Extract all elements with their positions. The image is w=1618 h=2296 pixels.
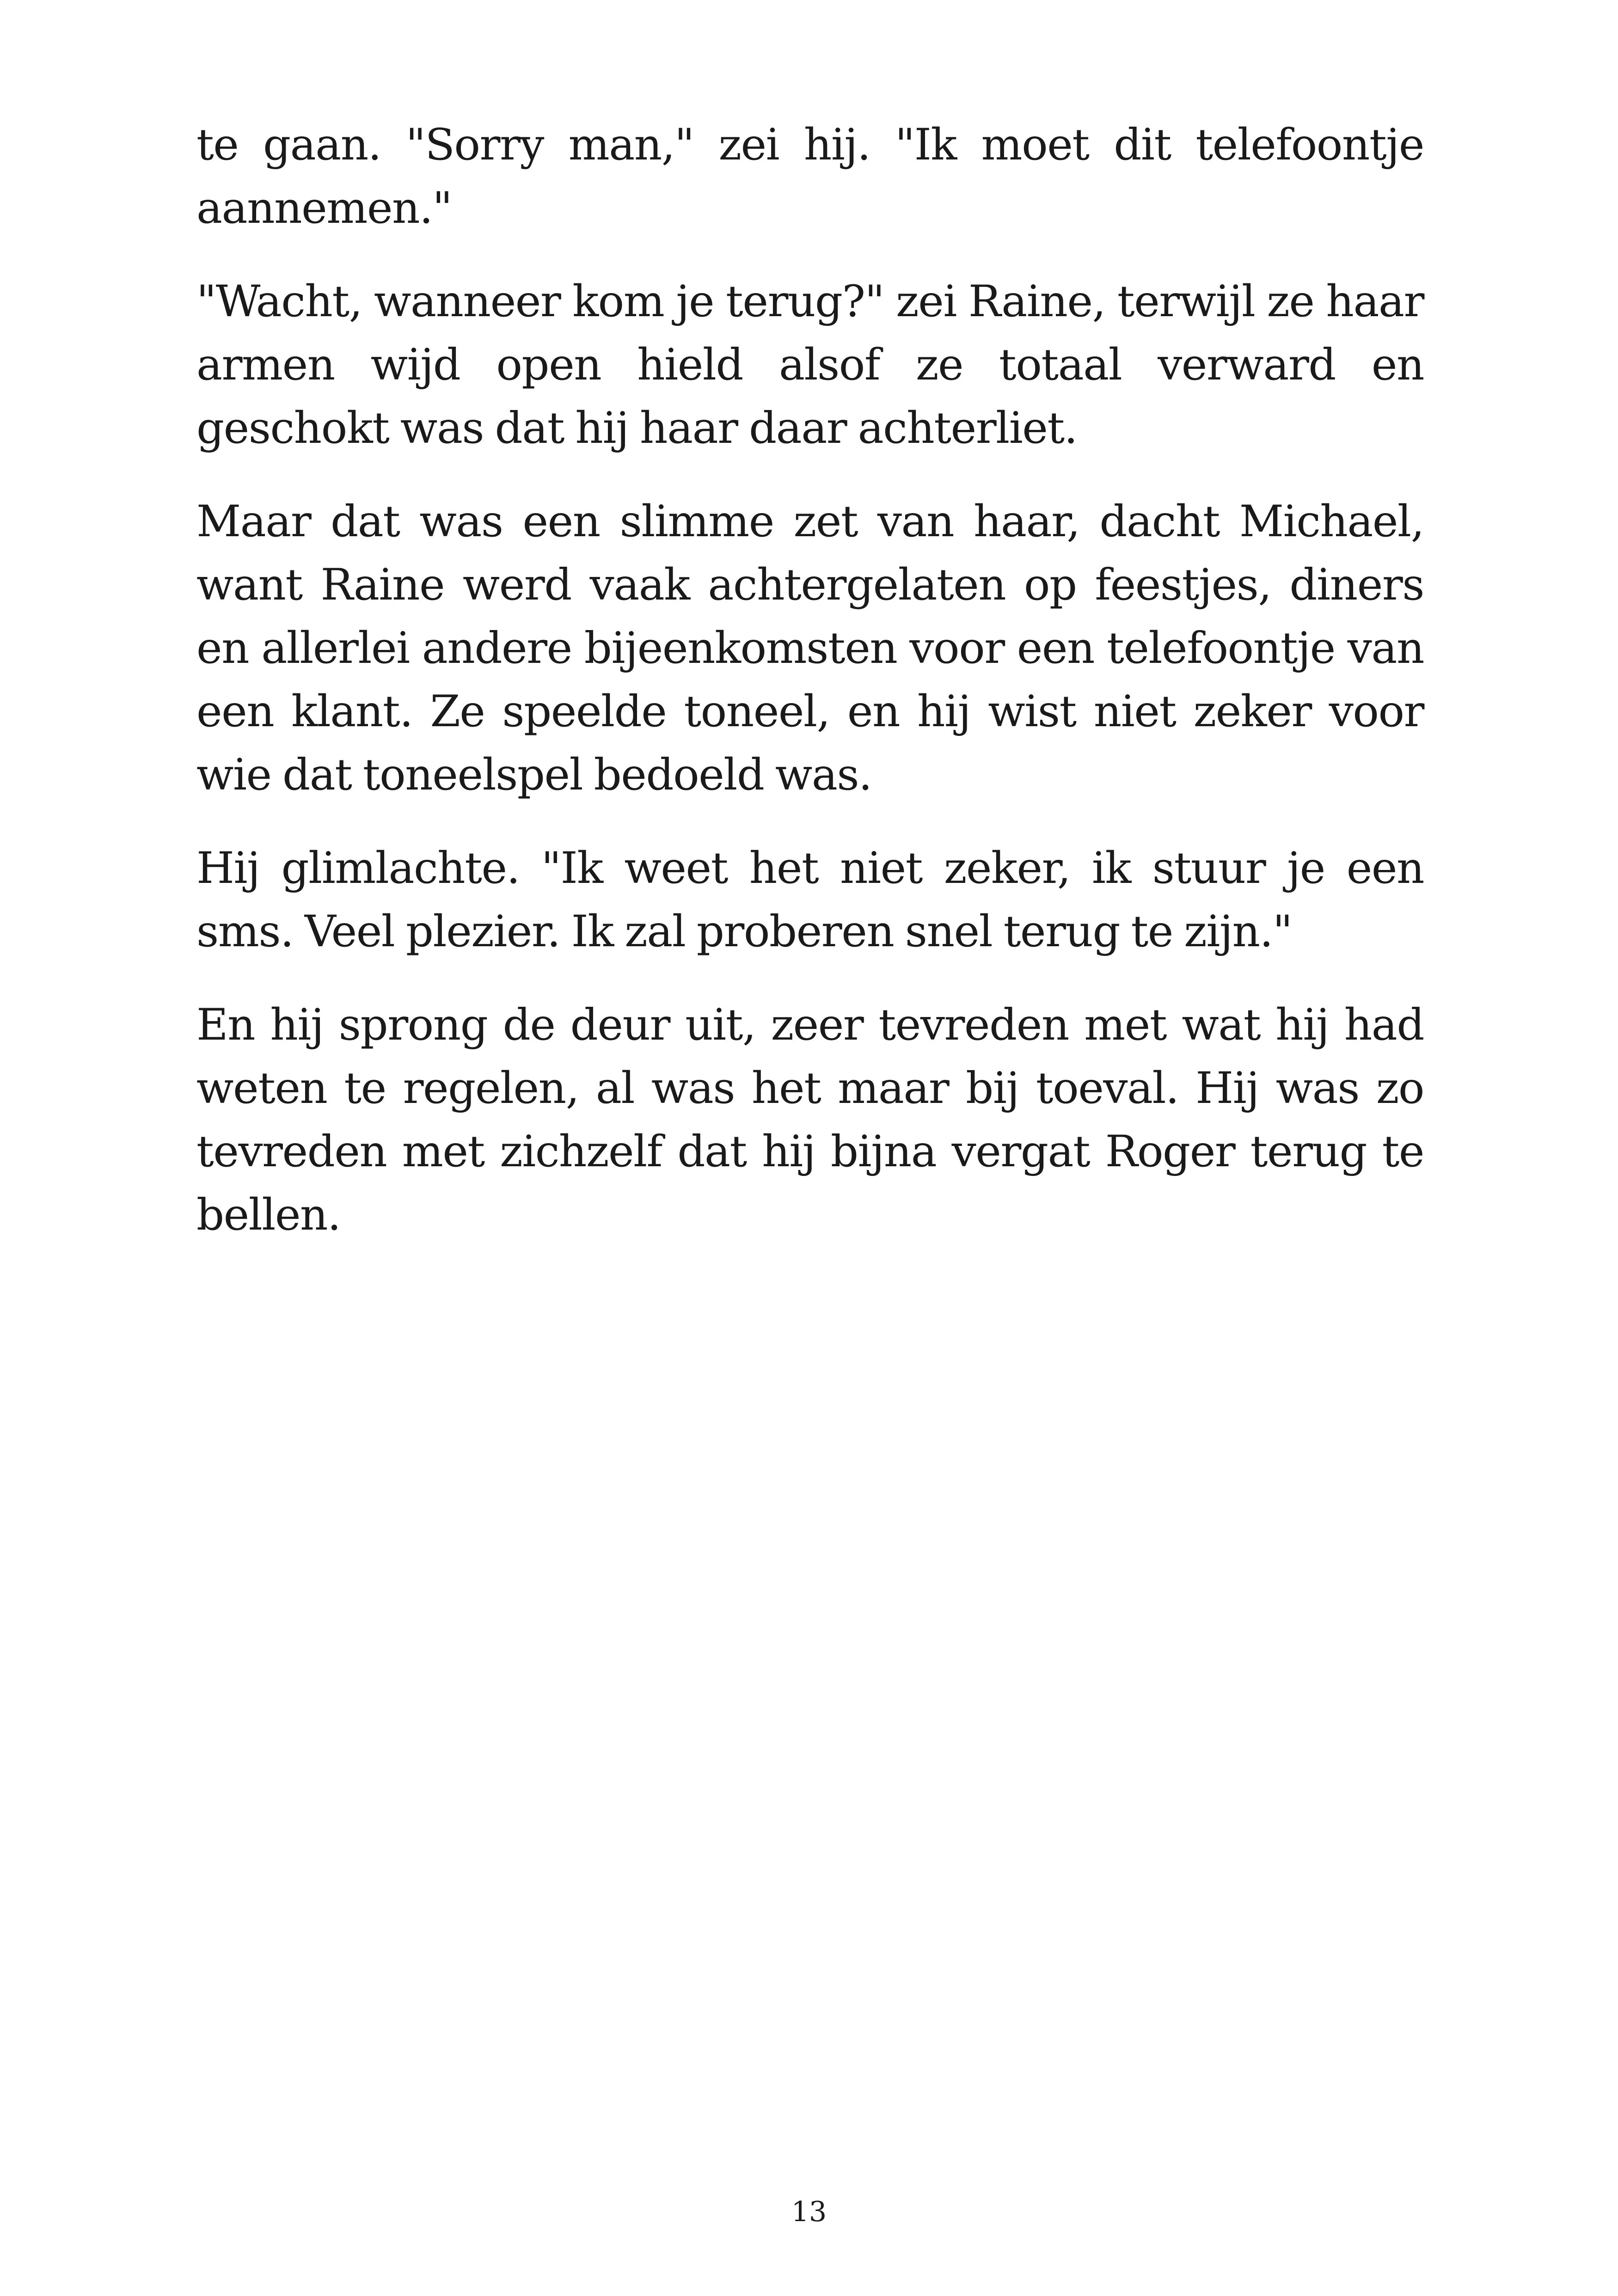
page-number: 13: [791, 2196, 827, 2228]
paragraph-1: te gaan. "Sorry man," zei hij. "Ik moet dit telefoontje aannemen.": [196, 120, 1424, 233]
paragraph-3: Maar dat was een slimme zet van haar, dacht Michael, want Raine werd vaak achtergelaten op feestjes, diners en allerlei andere bijeenkomsten voor een telefoontje van een klant. Ze speelde toneel, en hij wist niet zeker voor wie dat toneelspel bedoeld was.: [196, 496, 1424, 800]
paragraph-2: "Wacht, wanneer kom je terug?" zei Raine, terwijl ze haar armen wijd open hield alsof ze totaal verward en geschokt was dat hij haar daar achterliet.: [196, 276, 1424, 453]
paragraph-5: En hij sprong de deur uit, zeer tevreden met wat hij had weten te regelen, al was het maar bij toeval. Hij was zo tevreden met zichzelf dat hij bijna vergat Roger terug te bellen.: [196, 1000, 1424, 1240]
paragraph-4: Hij glimlachte. "Ik weet het niet zeker, ik stuur je een sms. Veel plezier. Ik zal proberen snel terug te zijn.": [196, 843, 1424, 957]
body-text: [196, 113, 1424, 1277]
